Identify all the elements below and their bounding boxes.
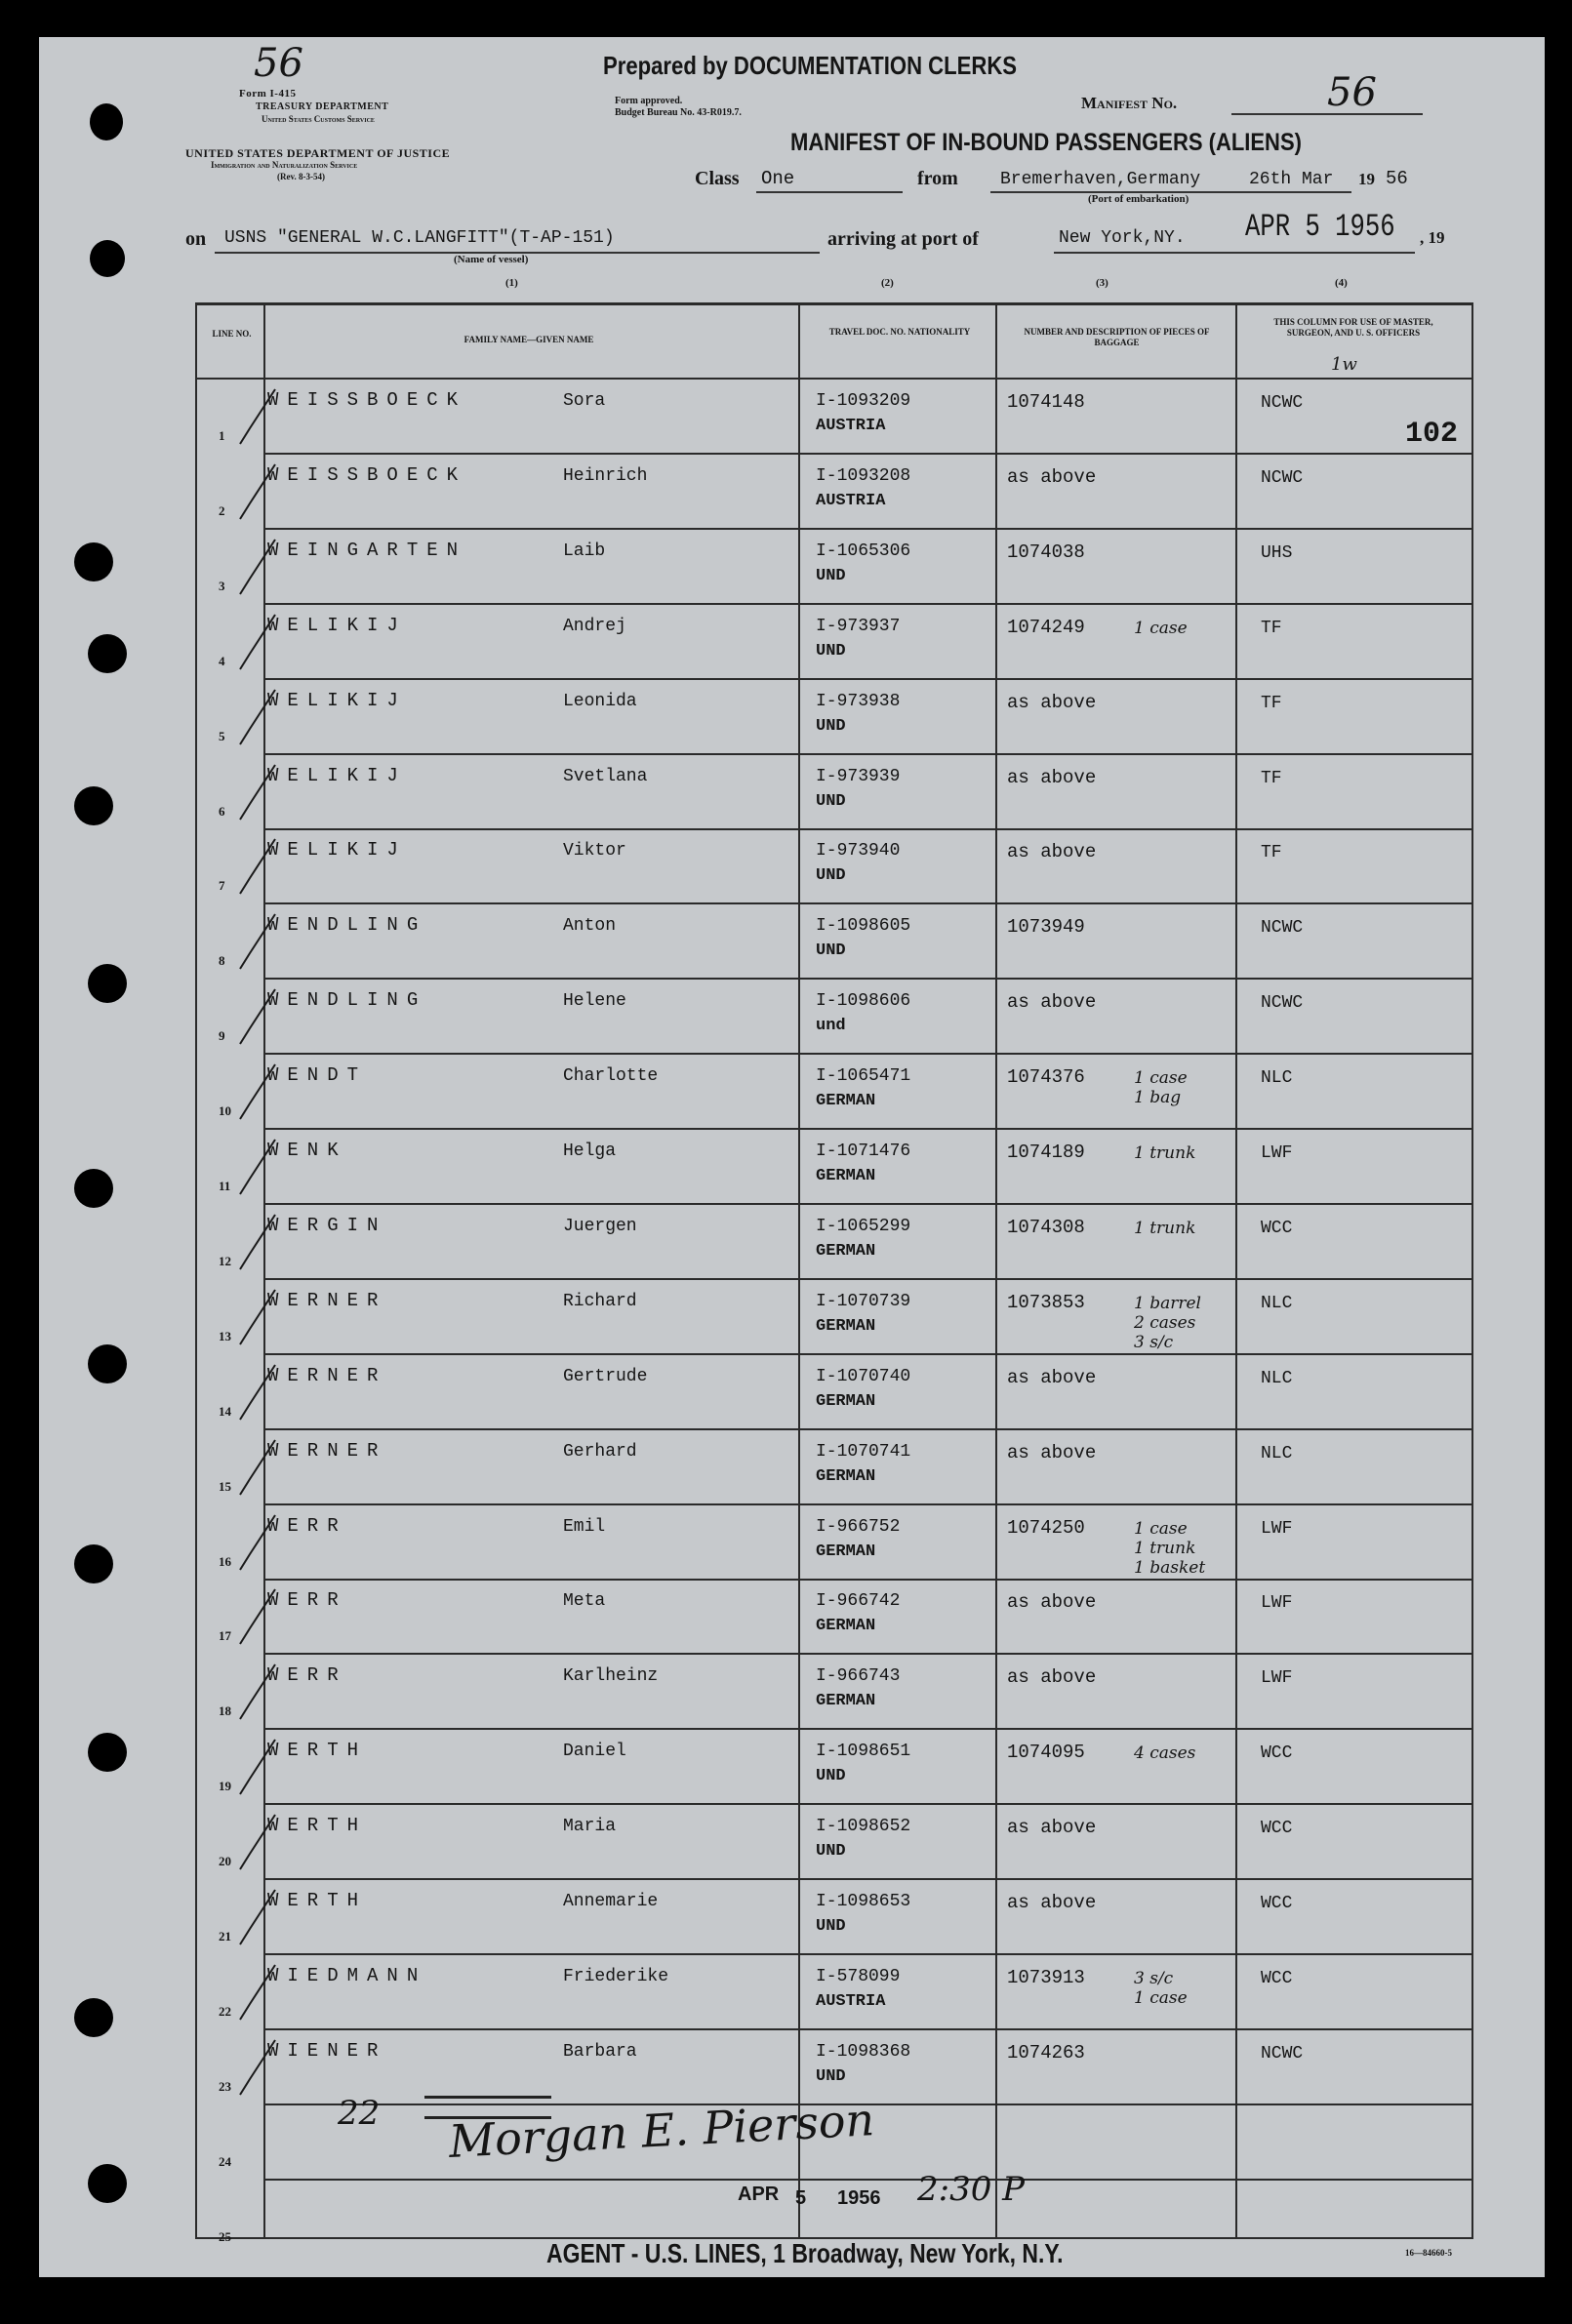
header-officers-hand: 1w xyxy=(1331,354,1357,375)
manifest-no-value: 56 xyxy=(1327,70,1377,115)
baggage-number: 1073853 xyxy=(1007,1291,1085,1313)
given-name: Charlotte xyxy=(563,1066,659,1087)
customs-label: United States Customs Service xyxy=(262,114,375,124)
header-officers: THIS COLUMN FOR USE OF MASTER, SURGEON, AND U. S. OFFICERS xyxy=(1273,317,1433,338)
table-row xyxy=(197,1880,1471,1955)
baggage-number: 1074095 xyxy=(1007,1742,1085,1764)
nationality: UND xyxy=(816,1842,846,1862)
travel-doc-number: I-973939 xyxy=(816,766,901,786)
family-name: WIEDMANN xyxy=(267,1964,427,1986)
treasury-label: TREASURY DEPARTMENT xyxy=(256,101,389,112)
class-value: One xyxy=(761,168,795,189)
stamp-month: APR xyxy=(738,2184,780,2205)
table-row xyxy=(197,1205,1471,1280)
baggage-number: as above xyxy=(1007,465,1097,488)
nationality: UND xyxy=(816,566,846,585)
punch-hole xyxy=(88,634,127,673)
line-number: 15 xyxy=(219,1478,231,1494)
family-name: WEISSBOECK xyxy=(267,463,467,486)
family-name: WERR xyxy=(267,1589,347,1612)
travel-doc-number: I-1098653 xyxy=(816,1892,911,1911)
nationality: UND xyxy=(816,866,846,886)
family-name: WERTH xyxy=(267,1740,368,1762)
table-row xyxy=(197,380,1471,455)
page-count: 102 xyxy=(1405,418,1459,451)
line-number: 14 xyxy=(219,1403,231,1419)
table-row xyxy=(197,605,1471,680)
line-number: 18 xyxy=(219,1703,231,1719)
table-row xyxy=(197,1430,1471,1505)
officer-column-entry: TF xyxy=(1261,768,1282,788)
table-row xyxy=(197,1130,1471,1205)
prepared-by-stamp: Prepared by DOCUMENTATION CLERKS xyxy=(603,51,1018,80)
baggage-note: 1 case 1 bag xyxy=(1134,1068,1188,1108)
col-number-1: (1) xyxy=(505,277,518,289)
punch-hole xyxy=(74,1544,113,1583)
table-row xyxy=(197,1505,1471,1581)
nationality: UND xyxy=(816,2066,846,2086)
family-name: WENK xyxy=(267,1140,347,1161)
punch-hole xyxy=(74,786,113,825)
table-body xyxy=(197,380,1471,2244)
line-number: 13 xyxy=(219,1328,231,1343)
nationality: GERMAN xyxy=(816,1466,876,1486)
travel-doc-number: I-1098605 xyxy=(816,916,911,937)
baggage-note: 3 s/c 1 case xyxy=(1134,1968,1188,2008)
line-number: 7 xyxy=(219,878,225,894)
punch-hole xyxy=(74,1998,113,2037)
baggage-number: as above xyxy=(1007,1817,1097,1839)
print-code: 16—84660-5 xyxy=(1405,2248,1452,2258)
officer-column-entry: NLC xyxy=(1261,1368,1293,1388)
baggage-note: 1 barrel 2 cases 3 s/c xyxy=(1134,1293,1201,1352)
on-label: on xyxy=(185,228,207,250)
line-number: 22 xyxy=(219,2003,231,2019)
table-row xyxy=(197,829,1471,904)
nationality: GERMAN xyxy=(816,1092,876,1111)
baggage-number: as above xyxy=(1007,766,1097,788)
given-name: Emil xyxy=(563,1516,606,1537)
baggage-number: 1074189 xyxy=(1007,1142,1085,1163)
baggage-number: 1074250 xyxy=(1007,1516,1085,1539)
table-row xyxy=(197,1355,1471,1430)
nationality: AUSTRIA xyxy=(816,417,886,435)
travel-doc-number: I-1098652 xyxy=(816,1817,911,1837)
line-number: 17 xyxy=(219,1628,231,1644)
arrival-line xyxy=(1054,252,1415,254)
travel-doc-number: I-966752 xyxy=(816,1516,901,1537)
given-name: Andrej xyxy=(563,616,626,636)
header-travel-doc: TRAVEL DOC. NO. NATIONALITY xyxy=(828,327,971,337)
nationality: GERMAN xyxy=(816,1391,876,1411)
baggage-note: 1 case xyxy=(1134,618,1188,638)
header-baggage: NUMBER AND DESCRIPTION OF PIECES OF BAGGAGE xyxy=(1024,327,1210,347)
total-hand: 22 xyxy=(338,2094,381,2133)
nationality: UND xyxy=(816,641,846,661)
travel-doc-number: I-1070739 xyxy=(816,1291,911,1311)
travel-doc-number: I-1065306 xyxy=(816,541,911,561)
nationality: UND xyxy=(816,942,846,961)
arrival-date-stamp: APR 5 1956 xyxy=(1245,209,1395,245)
officer-column-entry: LWF xyxy=(1261,1668,1293,1689)
nationality: GERMAN xyxy=(816,1316,876,1336)
punch-hole xyxy=(74,542,113,581)
stamp-year: 1956 xyxy=(837,2187,881,2209)
line-number: 1 xyxy=(219,428,225,443)
ins-label: Immigration and Naturalization Service xyxy=(211,160,358,170)
travel-doc-number: I-578099 xyxy=(816,1966,901,1986)
top-hand-number: 56 xyxy=(254,41,303,86)
col-number-3: (3) xyxy=(1096,277,1108,289)
officer-column-entry: TF xyxy=(1261,843,1282,863)
travel-doc-number: I-973938 xyxy=(816,691,901,711)
table-row xyxy=(197,455,1471,530)
baggage-number: 1074308 xyxy=(1007,1216,1085,1238)
family-name: WERNER xyxy=(267,1364,387,1386)
baggage-number: as above xyxy=(1007,1441,1097,1463)
line-number: 21 xyxy=(219,1929,231,1943)
baggage-number: as above xyxy=(1007,1666,1097,1689)
stamp-time: 2:30 P xyxy=(917,2170,1026,2209)
nationality: GERMAN xyxy=(816,1692,876,1711)
officer-column-entry: NLC xyxy=(1261,1068,1293,1089)
given-name: Svetlana xyxy=(563,766,648,786)
given-name: Maria xyxy=(563,1817,617,1837)
nationality: AUSTRIA xyxy=(816,491,886,510)
given-name: Helga xyxy=(563,1142,617,1161)
nationality: und xyxy=(816,1017,846,1036)
baggage-number: as above xyxy=(1007,841,1097,863)
officer-column-entry: NLC xyxy=(1261,1293,1293,1313)
nationality: GERMAN xyxy=(816,1617,876,1636)
from-value: Bremerhaven,Germany xyxy=(1000,170,1201,189)
travel-doc-number: I-1093208 xyxy=(816,465,911,486)
given-name: Barbara xyxy=(563,2041,637,2062)
baggage-number: as above xyxy=(1007,691,1097,713)
form-number: Form I-415 xyxy=(239,88,297,100)
baggage-number: 1073913 xyxy=(1007,1966,1085,1988)
given-name: Sora xyxy=(563,391,606,411)
punch-hole xyxy=(88,1733,127,1772)
given-name: Laib xyxy=(563,541,606,561)
family-name: WENDLING xyxy=(267,989,427,1012)
nationality: UND xyxy=(816,1767,846,1786)
manifest-title: MANIFEST OF IN-BOUND PASSENGERS (ALIENS) xyxy=(790,129,1302,156)
officer-column-entry: NCWC xyxy=(1261,918,1304,939)
family-name: WELIKIJ xyxy=(267,764,407,786)
travel-doc-number: I-1070741 xyxy=(816,1441,911,1462)
nationality: UND xyxy=(816,716,846,736)
travel-doc-number: I-1093209 xyxy=(816,391,911,411)
punch-hole xyxy=(88,1344,127,1383)
line-number: 23 xyxy=(219,2078,231,2094)
given-name: Anton xyxy=(563,916,617,937)
col-number-2: (2) xyxy=(881,277,894,289)
baggage-number: 1074038 xyxy=(1007,541,1085,563)
vessel-caption: (Name of vessel) xyxy=(454,254,529,265)
manifest-page xyxy=(39,37,1545,2277)
vessel-value: USNS "GENERAL W.C.LANGFITT"(T-AP-151) xyxy=(224,228,615,248)
agent-stamp: AGENT - U.S. LINES, 1 Broadway, New York, N.Y. xyxy=(546,2238,1064,2268)
baggage-number: 1073949 xyxy=(1007,916,1085,939)
given-name: Karlheinz xyxy=(563,1666,659,1687)
justice-label: UNITED STATES DEPARTMENT OF JUSTICE xyxy=(185,146,451,160)
officer-column-entry: WCC xyxy=(1261,1743,1293,1764)
nationality: GERMAN xyxy=(816,1167,876,1185)
officer-column-entry: NCWC xyxy=(1261,393,1304,413)
table-row xyxy=(197,1955,1471,2030)
baggage-number: as above xyxy=(1007,1366,1097,1388)
table-row xyxy=(197,1805,1471,1880)
punch-hole xyxy=(88,964,127,1003)
given-name: Heinrich xyxy=(563,465,648,486)
line-number: 9 xyxy=(219,1028,225,1044)
table-row xyxy=(197,1280,1471,1355)
family-name: WERTH xyxy=(267,1890,368,1911)
family-name: WERNER xyxy=(267,1289,387,1311)
line-number: 4 xyxy=(219,653,225,668)
given-name: Viktor xyxy=(563,841,626,861)
punch-hole xyxy=(90,240,125,277)
table-row xyxy=(197,530,1471,605)
family-name: WERR xyxy=(267,1514,347,1537)
line-number: 16 xyxy=(219,1553,231,1569)
year-label: 19 xyxy=(1358,170,1375,188)
class-label: Class xyxy=(695,168,740,189)
travel-doc-number: I-973937 xyxy=(816,616,901,636)
baggage-note: 1 trunk xyxy=(1134,1218,1196,1238)
stamp-day: 5 xyxy=(795,2187,807,2209)
family-name: WEINGARTEN xyxy=(267,539,467,561)
officer-column-entry: NCWC xyxy=(1261,2043,1304,2064)
given-name: Meta xyxy=(563,1591,606,1612)
baggage-number: as above xyxy=(1007,1591,1097,1614)
given-name: Helene xyxy=(563,991,626,1012)
officer-column-entry: UHS xyxy=(1261,542,1293,563)
given-name: Richard xyxy=(563,1291,637,1311)
family-name: WELIKIJ xyxy=(267,839,407,861)
officer-column-entry: NCWC xyxy=(1261,467,1304,488)
officer-column-entry: WCC xyxy=(1261,1819,1293,1839)
family-name: WEISSBOECK xyxy=(267,389,467,411)
punch-hole xyxy=(88,2164,127,2203)
officer-column-entry: NLC xyxy=(1261,1443,1293,1463)
family-name: WIENER xyxy=(267,2039,387,2062)
baggage-note: 1 trunk xyxy=(1134,1143,1196,1163)
family-name: WERGIN xyxy=(267,1214,387,1236)
form-approved: Form approved. xyxy=(615,96,683,106)
line-number: 24 xyxy=(219,2153,231,2169)
given-name: Friederike xyxy=(563,1966,669,1986)
table-row xyxy=(197,1655,1471,1730)
travel-doc-number: I-1071476 xyxy=(816,1142,911,1161)
line-number: 10 xyxy=(219,1103,231,1119)
travel-doc-number: I-973940 xyxy=(816,841,901,861)
family-name: WERNER xyxy=(267,1439,387,1462)
family-name: WENDLING xyxy=(267,914,427,937)
family-name: WELIKIJ xyxy=(267,614,407,636)
header-line-no: LINE NO. xyxy=(212,329,252,339)
line-number: 8 xyxy=(219,953,225,969)
punch-hole xyxy=(90,103,123,140)
table-row xyxy=(197,904,1471,980)
travel-doc-number: I-1098606 xyxy=(816,991,911,1012)
officer-column-entry: LWF xyxy=(1261,1593,1293,1614)
from-label: from xyxy=(917,168,958,189)
date-value: 26th Mar xyxy=(1249,170,1334,189)
line-number: 6 xyxy=(219,803,225,819)
line-number: 2 xyxy=(219,502,225,518)
arriving-label: arriving at port of xyxy=(827,228,979,250)
family-name: WENDT xyxy=(267,1064,368,1087)
nationality: GERMAN xyxy=(816,1542,876,1561)
line-number: 12 xyxy=(219,1253,231,1268)
travel-doc-number: I-966743 xyxy=(816,1666,901,1687)
nationality: UND xyxy=(816,791,846,811)
officer-column-entry: WCC xyxy=(1261,1218,1293,1238)
officer-column-entry: TF xyxy=(1261,693,1282,713)
officer-column-entry: LWF xyxy=(1261,1143,1293,1163)
table-row xyxy=(197,980,1471,1055)
line-number: 3 xyxy=(219,578,225,593)
given-name: Daniel xyxy=(563,1742,626,1762)
baggage-number: 1074376 xyxy=(1007,1066,1085,1089)
travel-doc-number: I-1098368 xyxy=(816,2041,911,2062)
officer-column-entry: TF xyxy=(1261,618,1282,638)
baggage-note: 1 case 1 trunk 1 basket xyxy=(1134,1518,1206,1578)
travel-doc-number: I-1070740 xyxy=(816,1366,911,1386)
revision-label: (Rev. 8-3-54) xyxy=(277,172,325,181)
given-name: Leonida xyxy=(563,691,637,711)
manifest-no-label: Manifest No. xyxy=(1081,94,1178,112)
travel-doc-number: I-1065471 xyxy=(816,1066,911,1087)
table-row xyxy=(197,1055,1471,1130)
line-number: 19 xyxy=(219,1779,231,1794)
arrival-port: New York,NY. xyxy=(1059,228,1186,248)
travel-doc-number: I-1098651 xyxy=(816,1742,911,1762)
baggage-number: 1074249 xyxy=(1007,616,1085,638)
line-number: 11 xyxy=(219,1179,231,1193)
nationality: UND xyxy=(816,1917,846,1936)
col-number-4: (4) xyxy=(1335,277,1348,289)
line-number: 5 xyxy=(219,728,225,743)
baggage-number: as above xyxy=(1007,991,1097,1014)
nationality: GERMAN xyxy=(816,1241,876,1261)
officer-column-entry: LWF xyxy=(1261,1518,1293,1539)
given-name: Annemarie xyxy=(563,1892,659,1911)
travel-doc-number: I-1065299 xyxy=(816,1216,911,1236)
given-name: Juergen xyxy=(563,1216,637,1236)
baggage-note: 4 cases xyxy=(1134,1743,1196,1764)
officer-column-entry: WCC xyxy=(1261,1968,1293,1988)
given-name: Gerhard xyxy=(563,1441,637,1462)
port-caption: (Port of embarkation) xyxy=(1088,193,1189,205)
line-number: 25 xyxy=(219,2228,231,2244)
manifest-table xyxy=(195,302,1473,2244)
signature: Morgan E. Pierson xyxy=(447,2093,876,2168)
nationality: AUSTRIA xyxy=(816,1991,886,2011)
year-label-2: , 19 xyxy=(1420,228,1445,247)
budget-bureau: Budget Bureau No. 43-R019.7. xyxy=(615,107,742,118)
officer-column-entry: WCC xyxy=(1261,1894,1293,1913)
header-name: FAMILY NAME—GIVEN NAME xyxy=(464,335,594,344)
baggage-number: 1074148 xyxy=(1007,391,1085,413)
table-row xyxy=(197,755,1471,830)
table-row xyxy=(197,680,1471,755)
family-name: WERTH xyxy=(267,1815,368,1837)
class-line xyxy=(756,191,903,193)
line-number: 20 xyxy=(219,1854,231,1869)
family-name: WELIKIJ xyxy=(267,689,407,711)
year-value: 56 xyxy=(1386,168,1408,189)
travel-doc-number: I-966742 xyxy=(816,1591,901,1612)
table-row xyxy=(197,1580,1471,1655)
officer-column-entry: NCWC xyxy=(1261,993,1304,1014)
baggage-number: as above xyxy=(1007,1892,1097,1913)
family-name: WERR xyxy=(267,1664,347,1687)
given-name: Gertrude xyxy=(563,1366,648,1386)
table-row xyxy=(197,1730,1471,1805)
baggage-number: 1074263 xyxy=(1007,2041,1085,2064)
punch-hole xyxy=(74,1169,113,1208)
